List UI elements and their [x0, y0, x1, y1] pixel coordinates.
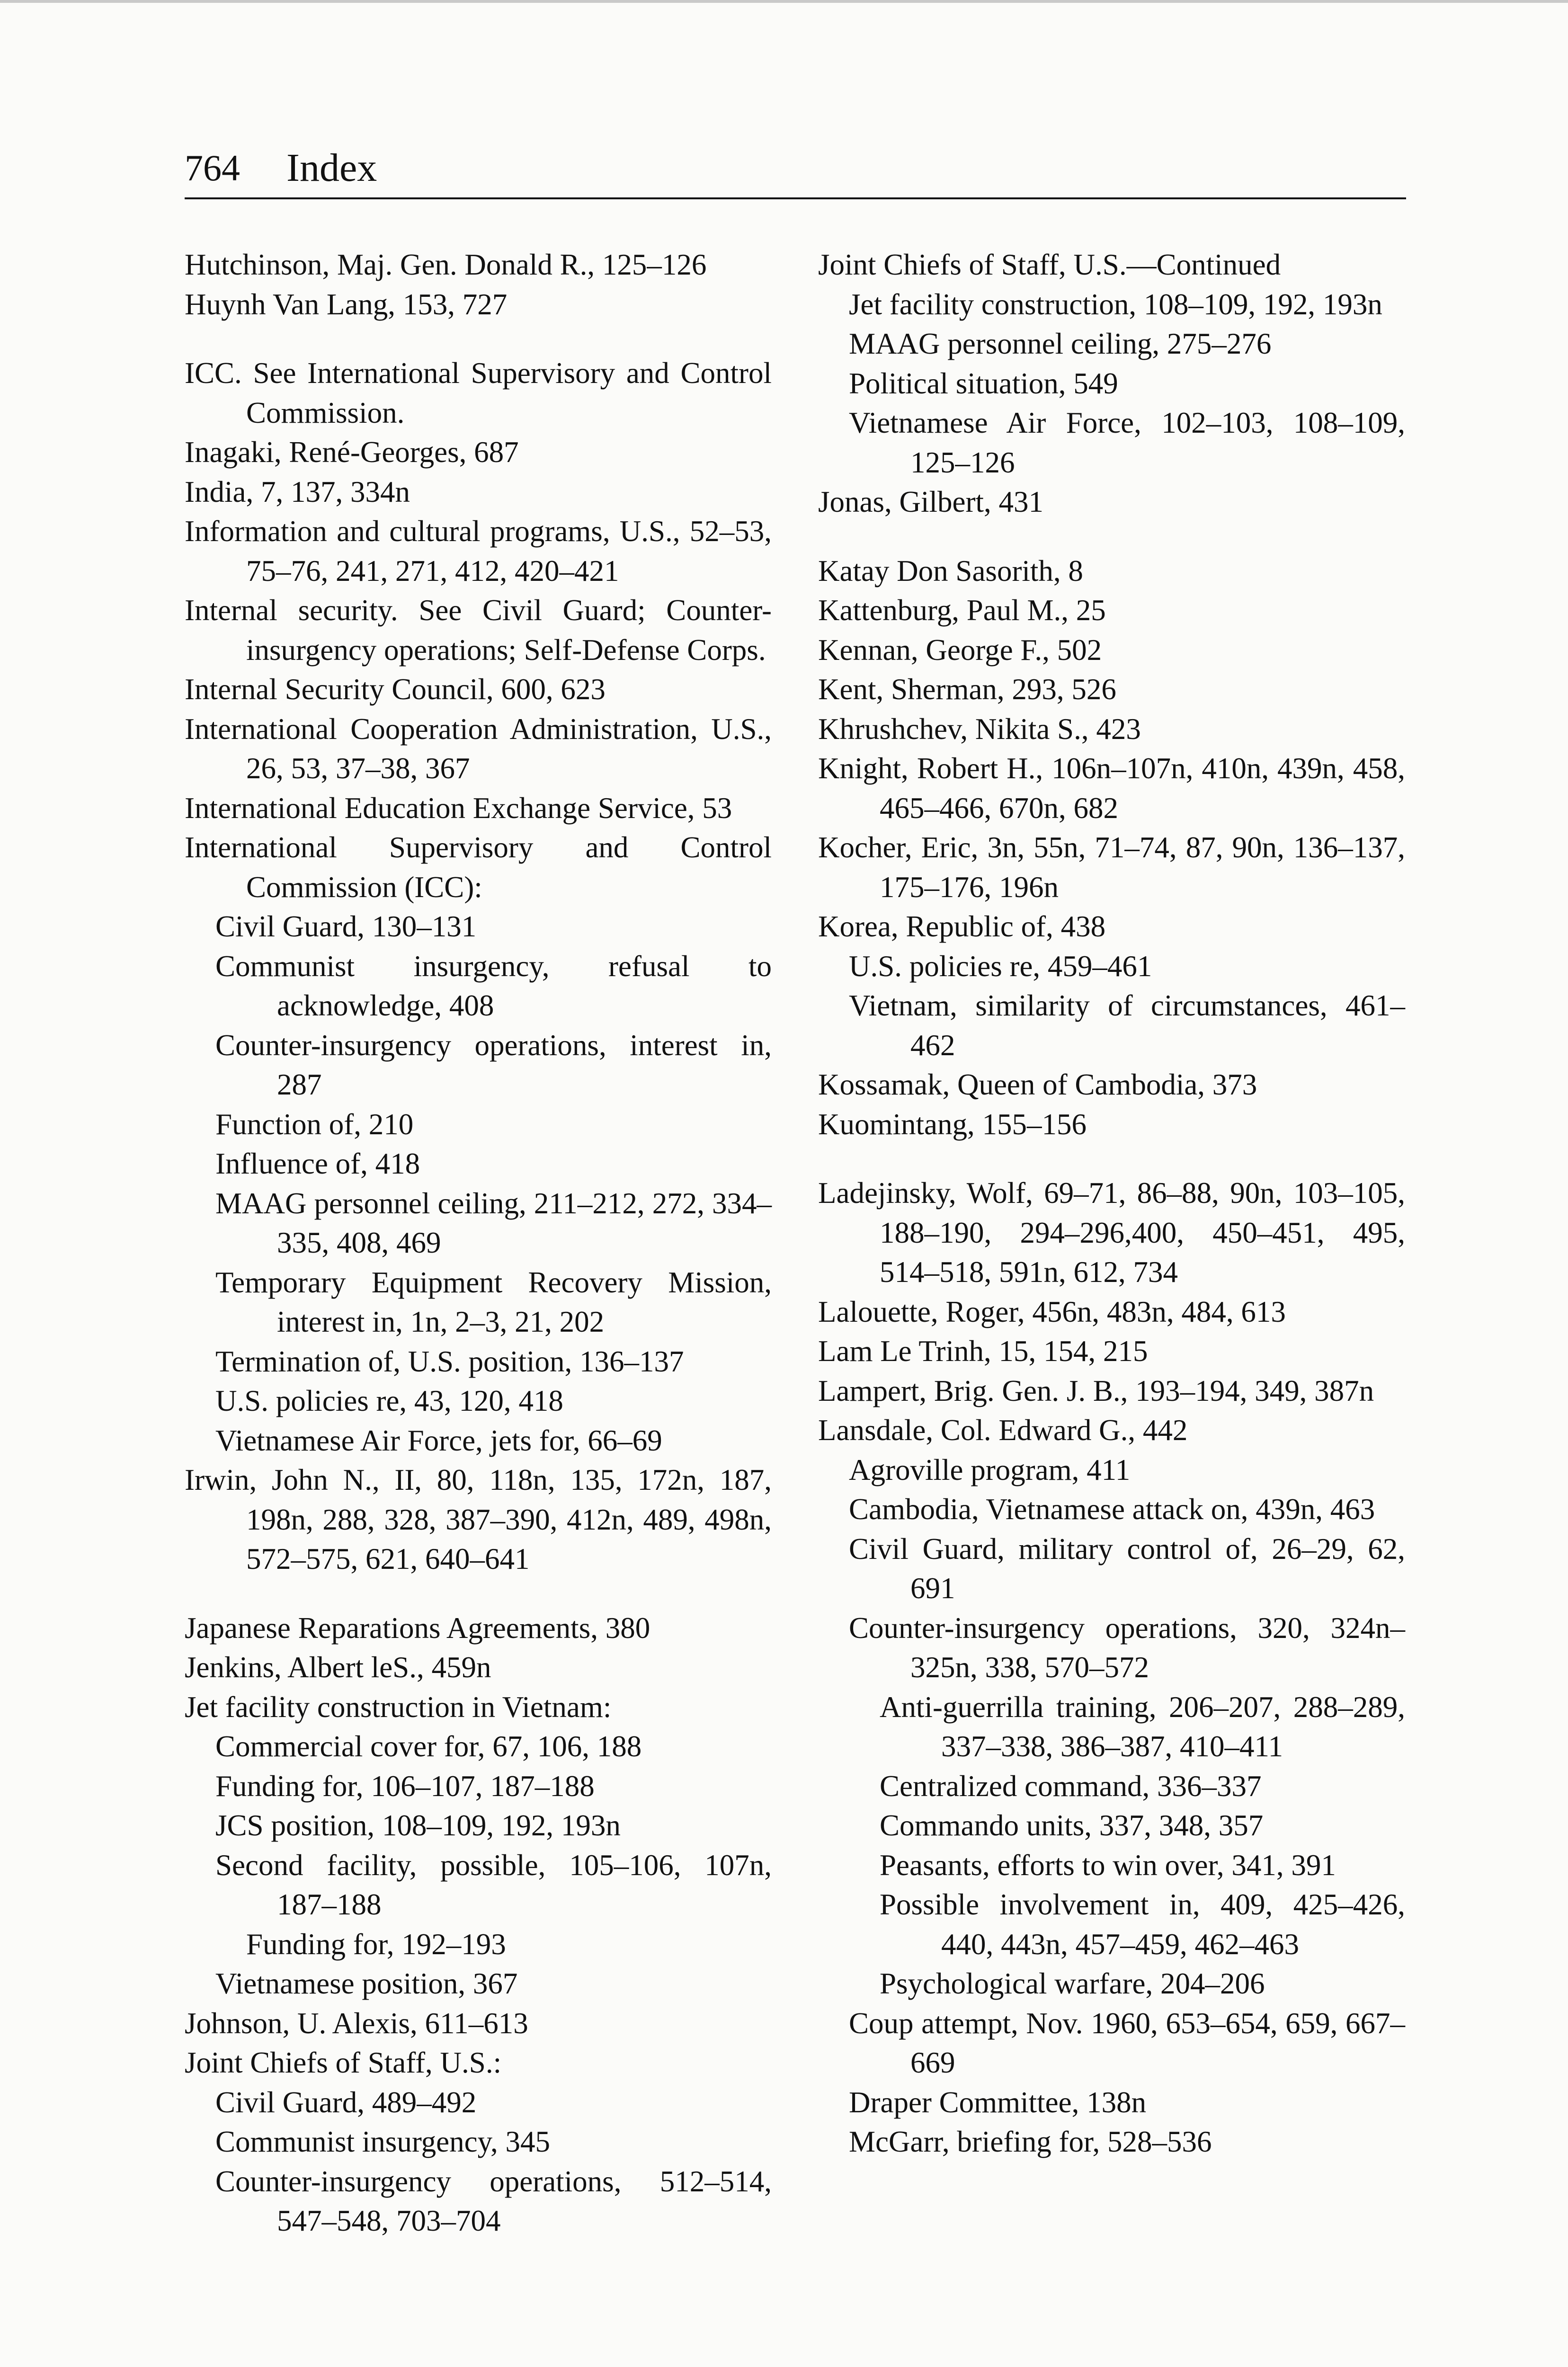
- index-subentry: Termination of, U.S. position, 136–137: [215, 1344, 684, 1378]
- index-entry: Kocher, Eric, 3n, 55n, 71–74, 87, 90n, 136–137, 175–176, 196n: [818, 831, 1405, 904]
- index-entry: Japanese Reparations Agreements, 380: [185, 1611, 650, 1645]
- page-title: Index: [286, 146, 377, 190]
- index-entry: Kent, Sherman, 293, 526: [818, 673, 1116, 706]
- index-entry: Lalouette, Roger, 456n, 483n, 484, 613: [818, 1295, 1286, 1328]
- index-subsubentry: Centralized command, 336–337: [880, 1769, 1262, 1803]
- index-subentry: McGarr, briefing for, 528–536: [849, 2125, 1212, 2158]
- index-entry: International Cooperation Administration, U.S., 26, 53, 37–38, 367: [185, 712, 772, 785]
- index-entry: Huynh Van Lang, 153, 727: [185, 287, 508, 321]
- index-subentry: Jet facility construction, 108–109, 192, 193n: [849, 287, 1382, 321]
- index-entry: Irwin, John N., II, 80, 118n, 135, 172n, 187, 198n, 288, 328, 387–390, 412n, 489, 498n, 572–575, 621, 640–641: [185, 1463, 772, 1575]
- index-entry: International Supervisory and Control Commission (ICC):: [185, 831, 772, 904]
- index-entry: Hutchinson, Maj. Gen. Donald R., 125–126: [185, 248, 707, 281]
- index-entry: Kennan, George F., 502: [818, 633, 1102, 667]
- index-subentry: U.S. policies re, 459–461: [849, 949, 1152, 983]
- index-entry: Johnson, U. Alexis, 611–613: [185, 2006, 528, 2040]
- index-subentry: Civil Guard, 489–492: [215, 2085, 477, 2119]
- index-subentry: Commercial cover for, 67, 106, 188: [215, 1730, 642, 1763]
- index-subentry: Communist insurgency, 345: [215, 2125, 550, 2158]
- index-entry: Inagaki, René-Georges, 687: [185, 436, 519, 469]
- index-subsubentry: Funding for, 192–193: [246, 1927, 506, 1961]
- index-entry: Kossamak, Queen of Cambodia, 373: [818, 1068, 1257, 1101]
- index-entry: Kattenburg, Paul M., 25: [818, 594, 1106, 627]
- index-subentry: Counter-insurgency operations, interest in, 287: [215, 1028, 772, 1101]
- index-subentry: Vietnam, similarity of circumstances, 461–462: [849, 989, 1405, 1062]
- index-subentry: Civil Guard, military control of, 26–29, 62, 691: [849, 1532, 1405, 1605]
- index-subentry: Counter-insurgency operations, 320, 324n–325n, 338, 570–572: [849, 1611, 1405, 1684]
- index-subentry: Agroville program, 411: [849, 1453, 1131, 1486]
- index-entry: India, 7, 137, 334n: [185, 475, 410, 508]
- index-entry: Jonas, Gilbert, 431: [818, 485, 1043, 518]
- index-subentry: JCS position, 108–109, 192, 193n: [215, 1809, 621, 1842]
- index-subentry: Draper Committee, 138n: [849, 2085, 1147, 2119]
- index-subentry: Communist insurgency, refusal to acknowledge, 408: [215, 949, 772, 1022]
- index-subsubentry: Commando units, 337, 348, 357: [880, 1809, 1264, 1842]
- index-entry: ICC. See International Supervisory and Control Commission.: [185, 356, 772, 429]
- page-top-edge: [0, 0, 1568, 3]
- index-subentry: Vietnamese position, 367: [215, 1967, 518, 2000]
- index-entry: Ladejinsky, Wolf, 69–71, 86–88, 90n, 103–105, 188–190, 294–296,400, 450–451, 495, 514–518, 591n, 612, 734: [818, 1176, 1405, 1289]
- index-entry: Katay Don Sasorith, 8: [818, 554, 1083, 587]
- index-subentry: Cambodia, Vietnamese attack on, 439n, 463: [849, 1493, 1375, 1526]
- index-subentry: U.S. policies re, 43, 120, 418: [215, 1384, 563, 1417]
- index-subentry: Influence of, 418: [215, 1147, 420, 1180]
- index-subsubentry: Psychological warfare, 204–206: [880, 1967, 1265, 2000]
- index-entry: International Education Exchange Service, 53: [185, 791, 732, 825]
- index-entry: Jet facility construction in Vietnam:: [185, 1690, 612, 1724]
- index-entry: Knight, Robert H., 106n–107n, 410n, 439n, 458, 465–466, 670n, 682: [818, 752, 1405, 825]
- index-subentry: Counter-insurgency operations, 512–514, 547–548, 703–704: [215, 2164, 772, 2237]
- index-subentry: Temporary Equipment Recovery Mission, interest in, 1n, 2–3, 21, 202: [215, 1265, 772, 1338]
- page-header: [185, 144, 1406, 199]
- index-entry: Internal Security Council, 600, 623: [185, 673, 606, 706]
- index-subentry: Funding for, 106–107, 187–188: [215, 1769, 595, 1803]
- index-entry: Internal security. See Civil Guard; Counter-insurgency operations; Self-Defense Corps.: [185, 594, 772, 667]
- index-subentry: Vietnamese Air Force, 102–103, 108–109, 125–126: [849, 406, 1405, 479]
- index-subentry: Second facility, possible, 105–106, 107n, 187–188: [215, 1848, 772, 1921]
- page-number: 764: [185, 147, 240, 188]
- index-subsubentry: Possible involvement in, 409, 425–426, 440, 443n, 457–459, 462–463: [880, 1888, 1405, 1961]
- index-subentry: Vietnamese Air Force, jets for, 66–69: [215, 1424, 662, 1457]
- index-entry: Lam Le Trinh, 15, 154, 215: [818, 1335, 1148, 1368]
- index-entry: Joint Chiefs of Staff, U.S.—Continued: [818, 248, 1281, 281]
- index-subentry: Political situation, 549: [849, 366, 1118, 400]
- index-entry: Joint Chiefs of Staff, U.S.:: [185, 2046, 502, 2079]
- index-subentry: Coup attempt, Nov. 1960, 653–654, 659, 667–669: [849, 2006, 1405, 2079]
- index-column-left: [185, 245, 772, 2241]
- index-entry: Korea, Republic of, 438: [818, 910, 1106, 943]
- index-entry: Lampert, Brig. Gen. J. B., 193–194, 349, 387n: [818, 1374, 1374, 1407]
- index-subentry: Civil Guard, 130–131: [215, 910, 477, 943]
- index-subsubentry: Peasants, efforts to win over, 341, 391: [880, 1848, 1336, 1882]
- index-subentry: MAAG personnel ceiling, 211–212, 272, 334–335, 408, 469: [215, 1186, 772, 1259]
- index-subsubentry: Anti-guerrilla training, 206–207, 288–289, 337–338, 386–387, 410–411: [880, 1690, 1405, 1763]
- index-entry: Jenkins, Albert leS., 459n: [185, 1651, 491, 1684]
- index-subentry: Function of, 210: [215, 1107, 414, 1141]
- index-subentry: MAAG personnel ceiling, 275–276: [849, 327, 1272, 360]
- index-entry: Khrushchev, Nikita S., 423: [818, 712, 1141, 746]
- index-column-right: [818, 245, 1405, 2162]
- index-entry: Information and cultural programs, U.S., 52–53, 75–76, 241, 271, 412, 420–421: [185, 515, 772, 587]
- index-entry: Lansdale, Col. Edward G., 442: [818, 1414, 1188, 1447]
- index-entry: Kuomintang, 155–156: [818, 1107, 1087, 1141]
